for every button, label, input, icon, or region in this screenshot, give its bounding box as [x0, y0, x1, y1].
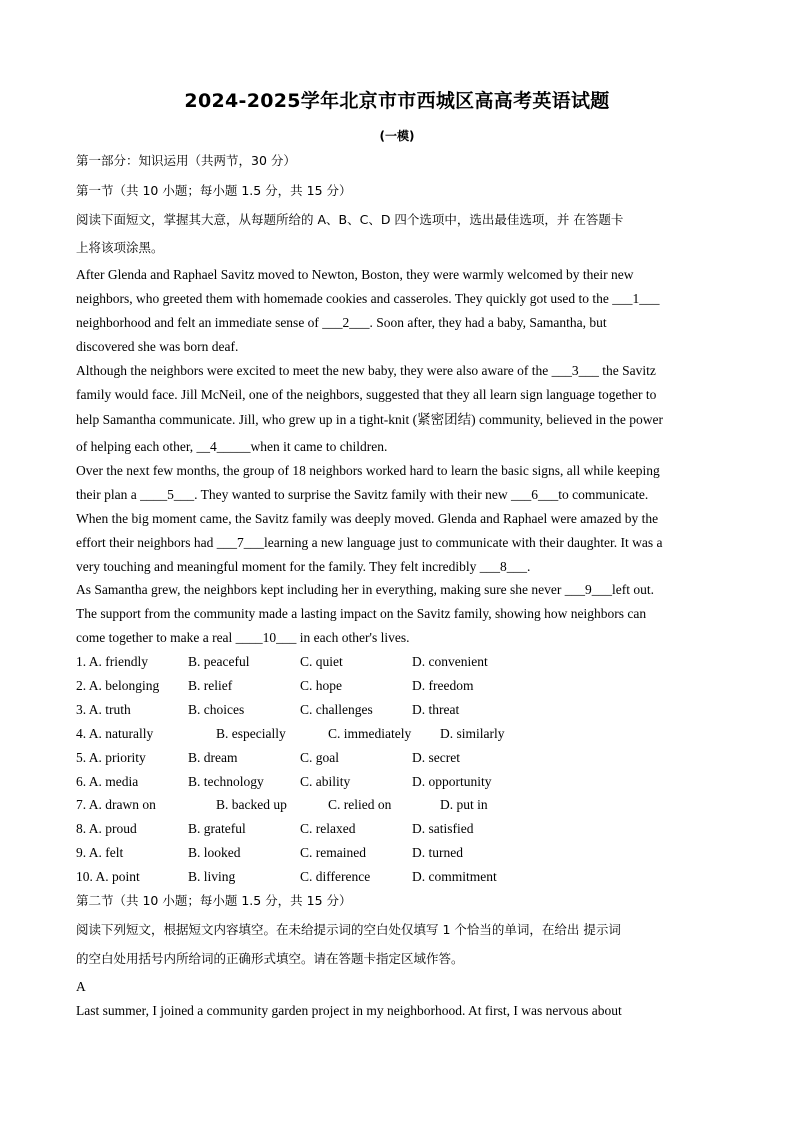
- passage-line: neighbors, who greeted them with homemade cookies and casseroles. They quickly got used to the ___1___: [76, 291, 660, 306]
- option: D. secret: [412, 750, 460, 765]
- option: 6. A. media: [76, 774, 139, 789]
- page-subtitle: (一模): [379, 129, 415, 143]
- passage-line: Over the next few months, the group of 18 neighbors worked hard to learn the basic signs, all while keeping: [76, 463, 660, 478]
- option: 1. A. friendly: [76, 654, 148, 669]
- option: D. commitment: [412, 869, 497, 884]
- passage-line: As Samantha grew, the neighbors kept including her in everything, making sure she never ___9___left out.: [76, 582, 654, 597]
- option: 2. A. belonging: [76, 678, 160, 693]
- option: C. hope: [300, 678, 342, 693]
- option: 9. A. felt: [76, 845, 124, 860]
- passage-line: After Glenda and Raphael Savitz moved to Newton, Boston, they were warmly welcomed by their new: [76, 267, 634, 282]
- page-title: 2024-2025学年北京市市西城区高高考英语试题: [184, 90, 610, 112]
- option: D. freedom: [412, 678, 474, 693]
- option: B. backed up: [216, 797, 287, 812]
- option: D. satisfied: [412, 821, 474, 836]
- instructions2-line: 阅读下列短文，根据短文内容填空。在未给提示词的空白处仅填写 1 个恰当的单词，在给出 提示词: [76, 922, 621, 937]
- option: C. difference: [300, 869, 371, 884]
- passage-line: discovered she was born deaf.: [76, 339, 239, 354]
- option: C. remained: [300, 845, 366, 860]
- option: B. dream: [188, 750, 238, 765]
- option: B. relief: [188, 678, 233, 693]
- option: C. immediately: [328, 726, 412, 741]
- option: C. challenges: [300, 702, 373, 717]
- option: C. ability: [300, 774, 351, 789]
- option: 10. A. point: [76, 869, 140, 884]
- passage-line: their plan a ____5___. They wanted to surprise the Savitz family with their new ___6___to communicate.: [76, 487, 649, 502]
- option: D. threat: [412, 702, 460, 717]
- option: B. looked: [188, 845, 241, 860]
- instructions1-line: 上将该项涂黑。: [76, 240, 164, 255]
- passage-line: family would face. Jill McNeil, one of the neighbors, suggested that they all learn sign language together to: [76, 387, 657, 402]
- section2-heading: 第二节（共 10 小题；每小题 1.5 分，共 15 分）: [76, 893, 352, 908]
- passage-line: Although the neighbors were excited to meet the new baby, they were also aware of the ___3___ the Savitz: [76, 363, 656, 378]
- instructions2-line: 的空白处用括号内所给词的正确形式填空。请在答题卡指定区域作答。: [76, 951, 464, 966]
- option: C. goal: [300, 750, 339, 765]
- passage-line: effort their neighbors had ___7___learning a new language just to communicate with their daughter. It was a: [76, 535, 663, 550]
- option: D. turned: [412, 845, 463, 860]
- passage-line: come together to make a real ____10___ in each other's lives.: [76, 630, 410, 645]
- option: B. especially: [216, 726, 286, 741]
- option: 3. A. truth: [76, 702, 131, 717]
- passage-line: The support from the community made a lasting impact on the Savitz family, showing how neighbors can: [76, 606, 647, 621]
- section1-heading: 第一节（共 10 小题；每小题 1.5 分，共 15 分）: [76, 183, 352, 198]
- passage-line: of helping each other, __4_____when it came to children.: [76, 439, 388, 454]
- instructions1-line: 阅读下面短文，掌握其大意，从每题所给的 A、B、C、D 四个选项中，选出最佳选项，并 在答题卡: [76, 212, 624, 227]
- option: B. choices: [188, 702, 245, 717]
- passage-line: help Samantha communicate. Jill, who grew up in a tight-knit (紧密团结) community, believed in the power: [76, 412, 663, 427]
- part1-heading: 第一部分：知识运用（共两节，30 分）: [76, 153, 296, 168]
- option: 7. A. drawn on: [76, 797, 156, 812]
- option: C. quiet: [300, 654, 343, 669]
- option: 4. A. naturally: [76, 726, 154, 741]
- option: B. grateful: [188, 821, 246, 836]
- option: 5. A. priority: [76, 750, 146, 765]
- option: C. relied on: [328, 797, 392, 812]
- option: C. relaxed: [300, 821, 356, 836]
- passage-line: very touching and meaningful moment for the family. They felt incredibly ___8___.: [76, 559, 531, 574]
- passage-a-line: Last summer, I joined a community garden project in my neighborhood. At first, I was nervous about: [76, 1003, 622, 1018]
- option: B. living: [188, 869, 236, 884]
- option: D. similarly: [440, 726, 505, 741]
- passage-a-label: A: [76, 979, 86, 994]
- option: 8. A. proud: [76, 821, 137, 836]
- passage-line: neighborhood and felt an immediate sense of ___2___. Soon after, they had a baby, Samantha, but: [76, 315, 607, 330]
- option: D. convenient: [412, 654, 488, 669]
- option: D. put in: [440, 797, 488, 812]
- option: B. peaceful: [188, 654, 250, 669]
- passage-line: When the big moment came, the Savitz family was deeply moved. Glenda and Raphael were amazed by the: [76, 511, 659, 526]
- option: D. opportunity: [412, 774, 492, 789]
- option: B. technology: [188, 774, 264, 789]
